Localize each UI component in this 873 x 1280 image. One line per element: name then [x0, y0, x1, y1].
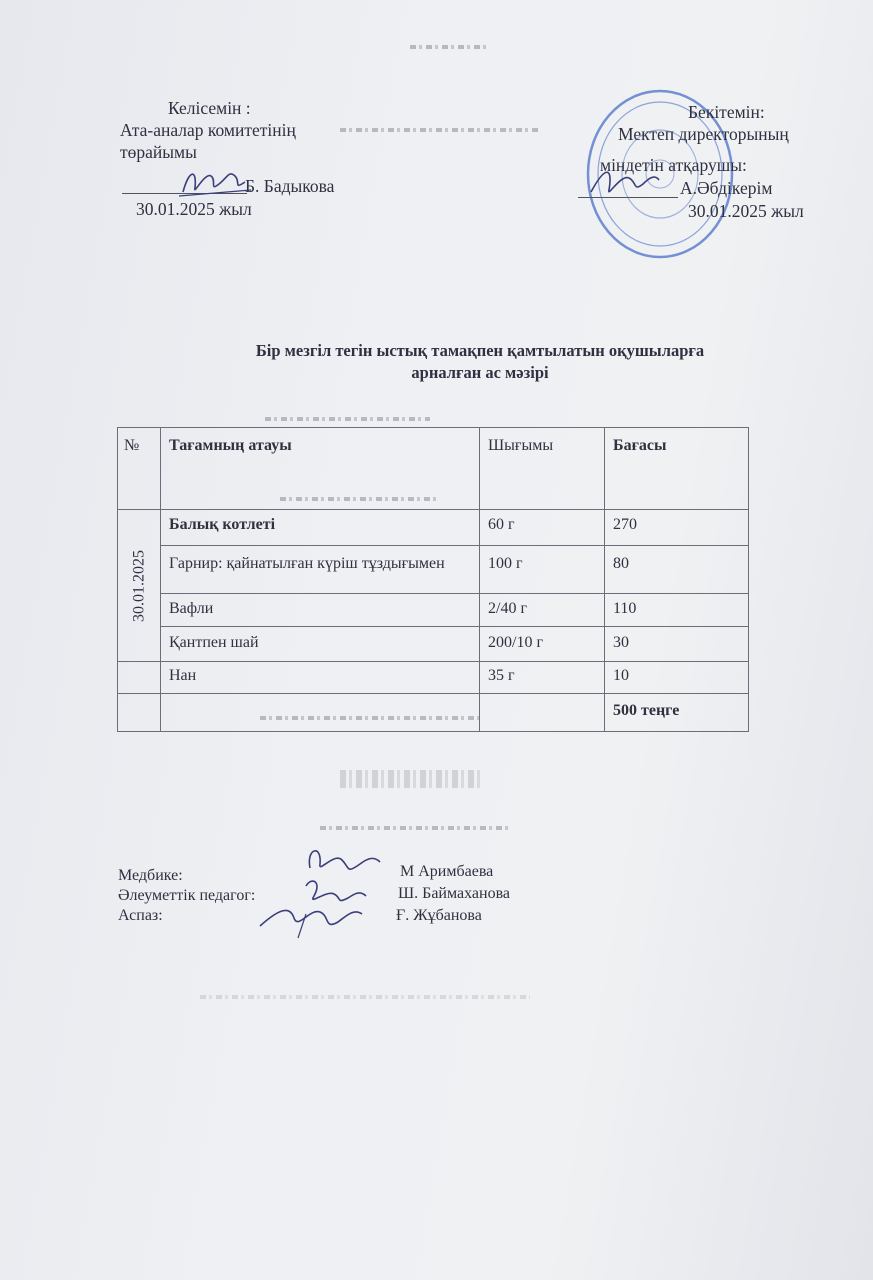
director-role-line1: Мектеп директорының	[618, 124, 789, 144]
dish-name: Вафли	[161, 594, 480, 627]
signatory-name: М Аримбаева	[400, 863, 494, 880]
signatory-name: Ғ. Жұбанова	[396, 907, 482, 924]
director-date: 30.01.2025 жыл	[688, 201, 804, 221]
dish-price: 110	[605, 594, 749, 627]
dish-price: 80	[605, 546, 749, 594]
staff-signatures-icon	[250, 838, 400, 948]
committee-signature-icon	[175, 162, 255, 202]
scan-noise	[200, 995, 530, 999]
signatory-role: Аспаз:	[118, 907, 163, 924]
dish-name: Нан	[161, 662, 480, 694]
empty-cell	[161, 694, 480, 732]
dish-yield: 60 г	[480, 510, 605, 546]
dish-yield: 100 г	[480, 546, 605, 594]
dish-name: Қантпен шай	[161, 627, 480, 662]
director-role-line2: міндетін атқарушы:	[600, 155, 747, 175]
dish-price: 30	[605, 627, 749, 662]
empty-cell	[118, 662, 161, 694]
table-row	[118, 662, 749, 694]
dish-yield: 2/40 г	[480, 594, 605, 627]
dish-name: Гарнир: қайнатылған күріш тұздығымен	[161, 546, 480, 594]
empty-cell	[480, 694, 605, 732]
header-price: Бағасы	[605, 428, 749, 510]
header-yield: Шығымы	[480, 428, 605, 510]
committee-date: 30.01.2025 жыл	[136, 199, 252, 219]
dish-price: 10	[605, 662, 749, 694]
committee-line1: Ата-аналар комитетінің	[120, 120, 296, 140]
table-header-row	[118, 428, 749, 510]
document-title-line2: арналған ас мәзірі	[411, 363, 549, 382]
menu-table	[117, 427, 749, 732]
total-price: 500 теңге	[605, 694, 749, 732]
director-name: А.Әбдікерім	[680, 178, 773, 198]
header-number: №	[118, 428, 161, 510]
table-row	[118, 546, 749, 594]
scan-noise	[265, 417, 430, 421]
signatory-name: Ш. Баймаханова	[398, 885, 511, 902]
signatory-role: Әлеуметтік педагог:	[118, 887, 256, 904]
date-cell	[118, 510, 161, 662]
table-row	[118, 510, 749, 546]
committee-line2: төрайымы	[120, 142, 197, 162]
scan-noise	[410, 45, 490, 49]
dish-yield: 200/10 г	[480, 627, 605, 662]
agreed-label: Келісемін :	[168, 98, 251, 118]
empty-cell	[118, 694, 161, 732]
approved-label: Бекітемін:	[688, 102, 765, 122]
header-dish-name: Тағамның атауы	[161, 428, 480, 510]
committee-chair-name: Б. Бадыкова	[245, 176, 335, 196]
table-row	[118, 627, 749, 662]
signatory-role: Медбике:	[118, 867, 183, 884]
menu-date: 30.01.2025	[130, 549, 148, 622]
scan-noise	[340, 770, 480, 788]
dish-yield: 35 г	[480, 662, 605, 694]
document-title-line1: Бір мезгіл тегін ыстық тамақпен қамтылатын оқушыларға	[255, 341, 705, 360]
dish-price: 270	[605, 510, 749, 546]
scan-noise	[340, 128, 540, 132]
table-total-row	[118, 694, 749, 732]
dish-name: Балық котлеті	[161, 510, 480, 546]
scan-noise	[320, 826, 510, 830]
director-signature-icon	[585, 162, 665, 202]
table-row	[118, 594, 749, 627]
